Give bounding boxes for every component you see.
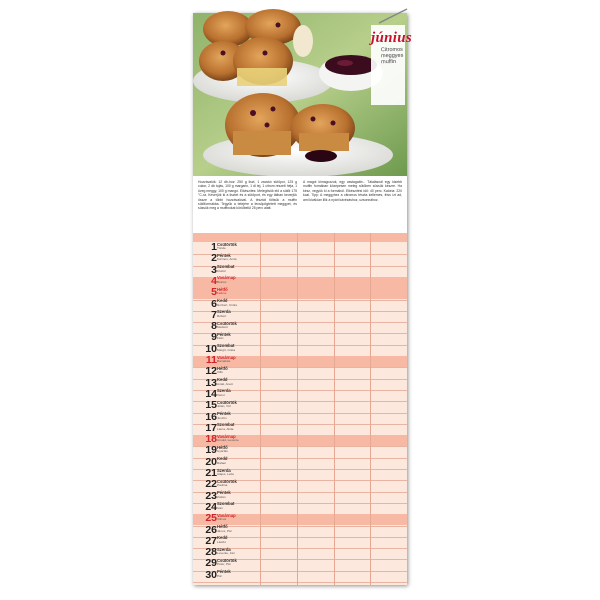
weekday-label: Csütörtök <box>217 320 237 326</box>
weekday-label: Hétfő <box>217 444 228 450</box>
name-day-label: Barnabás <box>217 359 231 363</box>
day-number: 27 <box>205 534 217 547</box>
name-day-label: Laura, Alida <box>217 426 234 431</box>
day-number: 23 <box>205 489 217 502</box>
day-number: 1 <box>211 241 217 253</box>
name-day-label: Pál <box>217 573 222 578</box>
weekday-label: Szombat <box>217 343 235 349</box>
day-number: 21 <box>205 467 217 479</box>
day-number: 22 <box>205 478 217 491</box>
weekday-label: Szerda <box>217 467 231 473</box>
weekday-label: Csütörtök <box>217 241 237 247</box>
day-number: 29 <box>205 557 217 570</box>
weekday-label: Péntek <box>217 490 231 496</box>
weekday-label: Szombat <box>217 422 235 428</box>
weekday-label: Vasárnap <box>217 433 236 439</box>
weekday-label: Szombat <box>217 264 235 270</box>
weekday-label: Vasárnap <box>217 512 236 518</box>
name-day-label: Vilmos <box>217 517 227 522</box>
day-number: 12 <box>205 365 217 378</box>
day-number: 26 <box>205 523 217 536</box>
muffin-photo <box>193 13 412 176</box>
name-day-label: Medárd <box>217 325 228 330</box>
name-day-label: Klotild <box>217 268 226 273</box>
day-number: 2 <box>211 252 217 265</box>
day-number: 11 <box>205 354 217 366</box>
name-day-label: Rafael <box>217 460 226 465</box>
day-number: 14 <box>205 387 217 400</box>
weekday-label: Csütörtök <box>217 478 237 484</box>
name-day-label: Norbert, Cintia <box>217 302 237 307</box>
name-day-label: Gyárfás <box>217 449 228 454</box>
name-day-label: Paulina <box>217 483 228 488</box>
column-line <box>370 233 371 585</box>
name-day-label: Jusztin <box>217 415 227 420</box>
day-grid <box>193 233 407 585</box>
day-number: 15 <box>205 399 217 412</box>
recipe-column-1: Hozzávalók: 12 db-hoz: 250 g liszt, 1 zacskó sütőpor, 125 g cukor, 2 db tojás, 100 g margarin, 1 dl tej, 1 citrom reszelt héja, 1 üveg meggy, 100 g mangó. Elkészítés: Melegítsük elő a sütőt 175 °C-ra. Keverjük ki a lisztet és a sütőport, és egy tálban keverjük össze a többi hozzávalóval. A tésztát töltsük a muffin sütőformákba. Tegyük a tetejére a lecsöpögtetett meggyet, és süssük meg a muffinokat körülbelül 25 perc alatt. <box>198 180 297 211</box>
weekday-label: Péntek <box>217 331 231 337</box>
day-number: 19 <box>205 444 217 457</box>
name-day-label: Róbert <box>217 313 227 318</box>
weekday-label: Szerda <box>217 546 231 552</box>
column-line <box>260 233 261 585</box>
name-day-label: Zoltán <box>217 494 226 499</box>
day-number: 8 <box>211 320 217 333</box>
name-day-label: János, Pál <box>217 528 232 533</box>
day-number: 6 <box>211 297 217 310</box>
day-number: 28 <box>205 546 217 559</box>
day-number: 3 <box>211 263 217 276</box>
day-number: 24 <box>205 500 217 513</box>
day-number: 17 <box>205 421 217 434</box>
day-number: 13 <box>205 376 217 389</box>
weekday-label: Hétfő <box>217 365 228 371</box>
name-day-label: Levente, Irén <box>217 551 236 556</box>
day-number: 10 <box>205 342 217 355</box>
name-day-label: László <box>217 539 226 544</box>
name-day-label: Tünde <box>217 246 226 250</box>
weekday-label: Vasárnap <box>217 354 236 360</box>
day-number: 4 <box>211 274 217 287</box>
day-number: 16 <box>205 410 217 423</box>
name-day-label: Félix <box>217 336 224 341</box>
day-number: 9 <box>211 331 217 344</box>
weekday-label: Hétfő <box>217 524 228 529</box>
weekday-label: Szerda <box>217 309 231 315</box>
name-day-label: Jolán, Vid <box>217 404 231 409</box>
day-number: 5 <box>211 286 217 299</box>
recipe-text <box>193 176 407 233</box>
name-day-label: Antal, Anett <box>217 381 233 386</box>
weekday-label: Vasárnap <box>217 275 236 281</box>
recipe-column-2: A magot kimagozzuk, egy vastagabb... Tálalásnál egy kisebb muffin formában közepesen meleg sütőben süssük készre. Ha kész, vegyük ki a formából. Elkészítési idő: 40 perc. Kalória: 220 kcal. Tipp: A meggyhez a citromos tészta kellemes, friss ízt ad, ami kiválóan illik a nyári kávézáshoz, uzsonnához. <box>303 180 402 202</box>
name-day-label: Kármen, Anita <box>217 257 237 262</box>
weekday-label: Péntek <box>217 252 231 258</box>
weekday-label: Csütörtök <box>217 557 237 563</box>
name-day-label: Péter, Pál <box>217 562 231 567</box>
name-day-label: Margit, Gréta <box>217 347 236 352</box>
weekday-label: Péntek <box>217 411 231 416</box>
calendar-page <box>193 13 412 585</box>
day-number: 7 <box>211 308 217 321</box>
weekday-label: Szombat <box>217 501 235 507</box>
weekday-label: Péntek <box>217 569 231 575</box>
day-number: 30 <box>205 568 217 581</box>
weekday-label: Kedd <box>217 535 228 541</box>
weekday-label: Hétfő <box>217 286 228 292</box>
row-divider <box>193 582 407 583</box>
name-day-label: Iván <box>217 505 223 510</box>
month-title: június <box>371 30 412 46</box>
day-number: 20 <box>205 455 217 468</box>
name-day-label: Bulcsú <box>217 279 227 284</box>
weekday-label: Szerda <box>217 388 231 394</box>
weekday-label: Kedd <box>217 377 228 383</box>
recipe-title: Citromos meggyes muffin <box>380 46 404 66</box>
grid-header-band <box>193 233 407 242</box>
day-number: 25 <box>205 512 217 525</box>
name-day-label: Alajos, Leila <box>217 472 234 476</box>
weekday-label: Kedd <box>217 456 228 462</box>
weekday-label: Csütörtök <box>217 399 237 405</box>
column-line <box>297 233 298 585</box>
name-day-label: Arnold, Levente <box>217 438 239 443</box>
column-line <box>334 233 335 585</box>
weekday-label: Kedd <box>217 298 228 303</box>
name-day-label: Fatime <box>217 291 227 296</box>
day-row <box>193 568 407 582</box>
name-day-label: Vazul <box>217 392 225 397</box>
day-number: 18 <box>205 433 217 446</box>
name-day-label: Villő <box>217 370 223 375</box>
